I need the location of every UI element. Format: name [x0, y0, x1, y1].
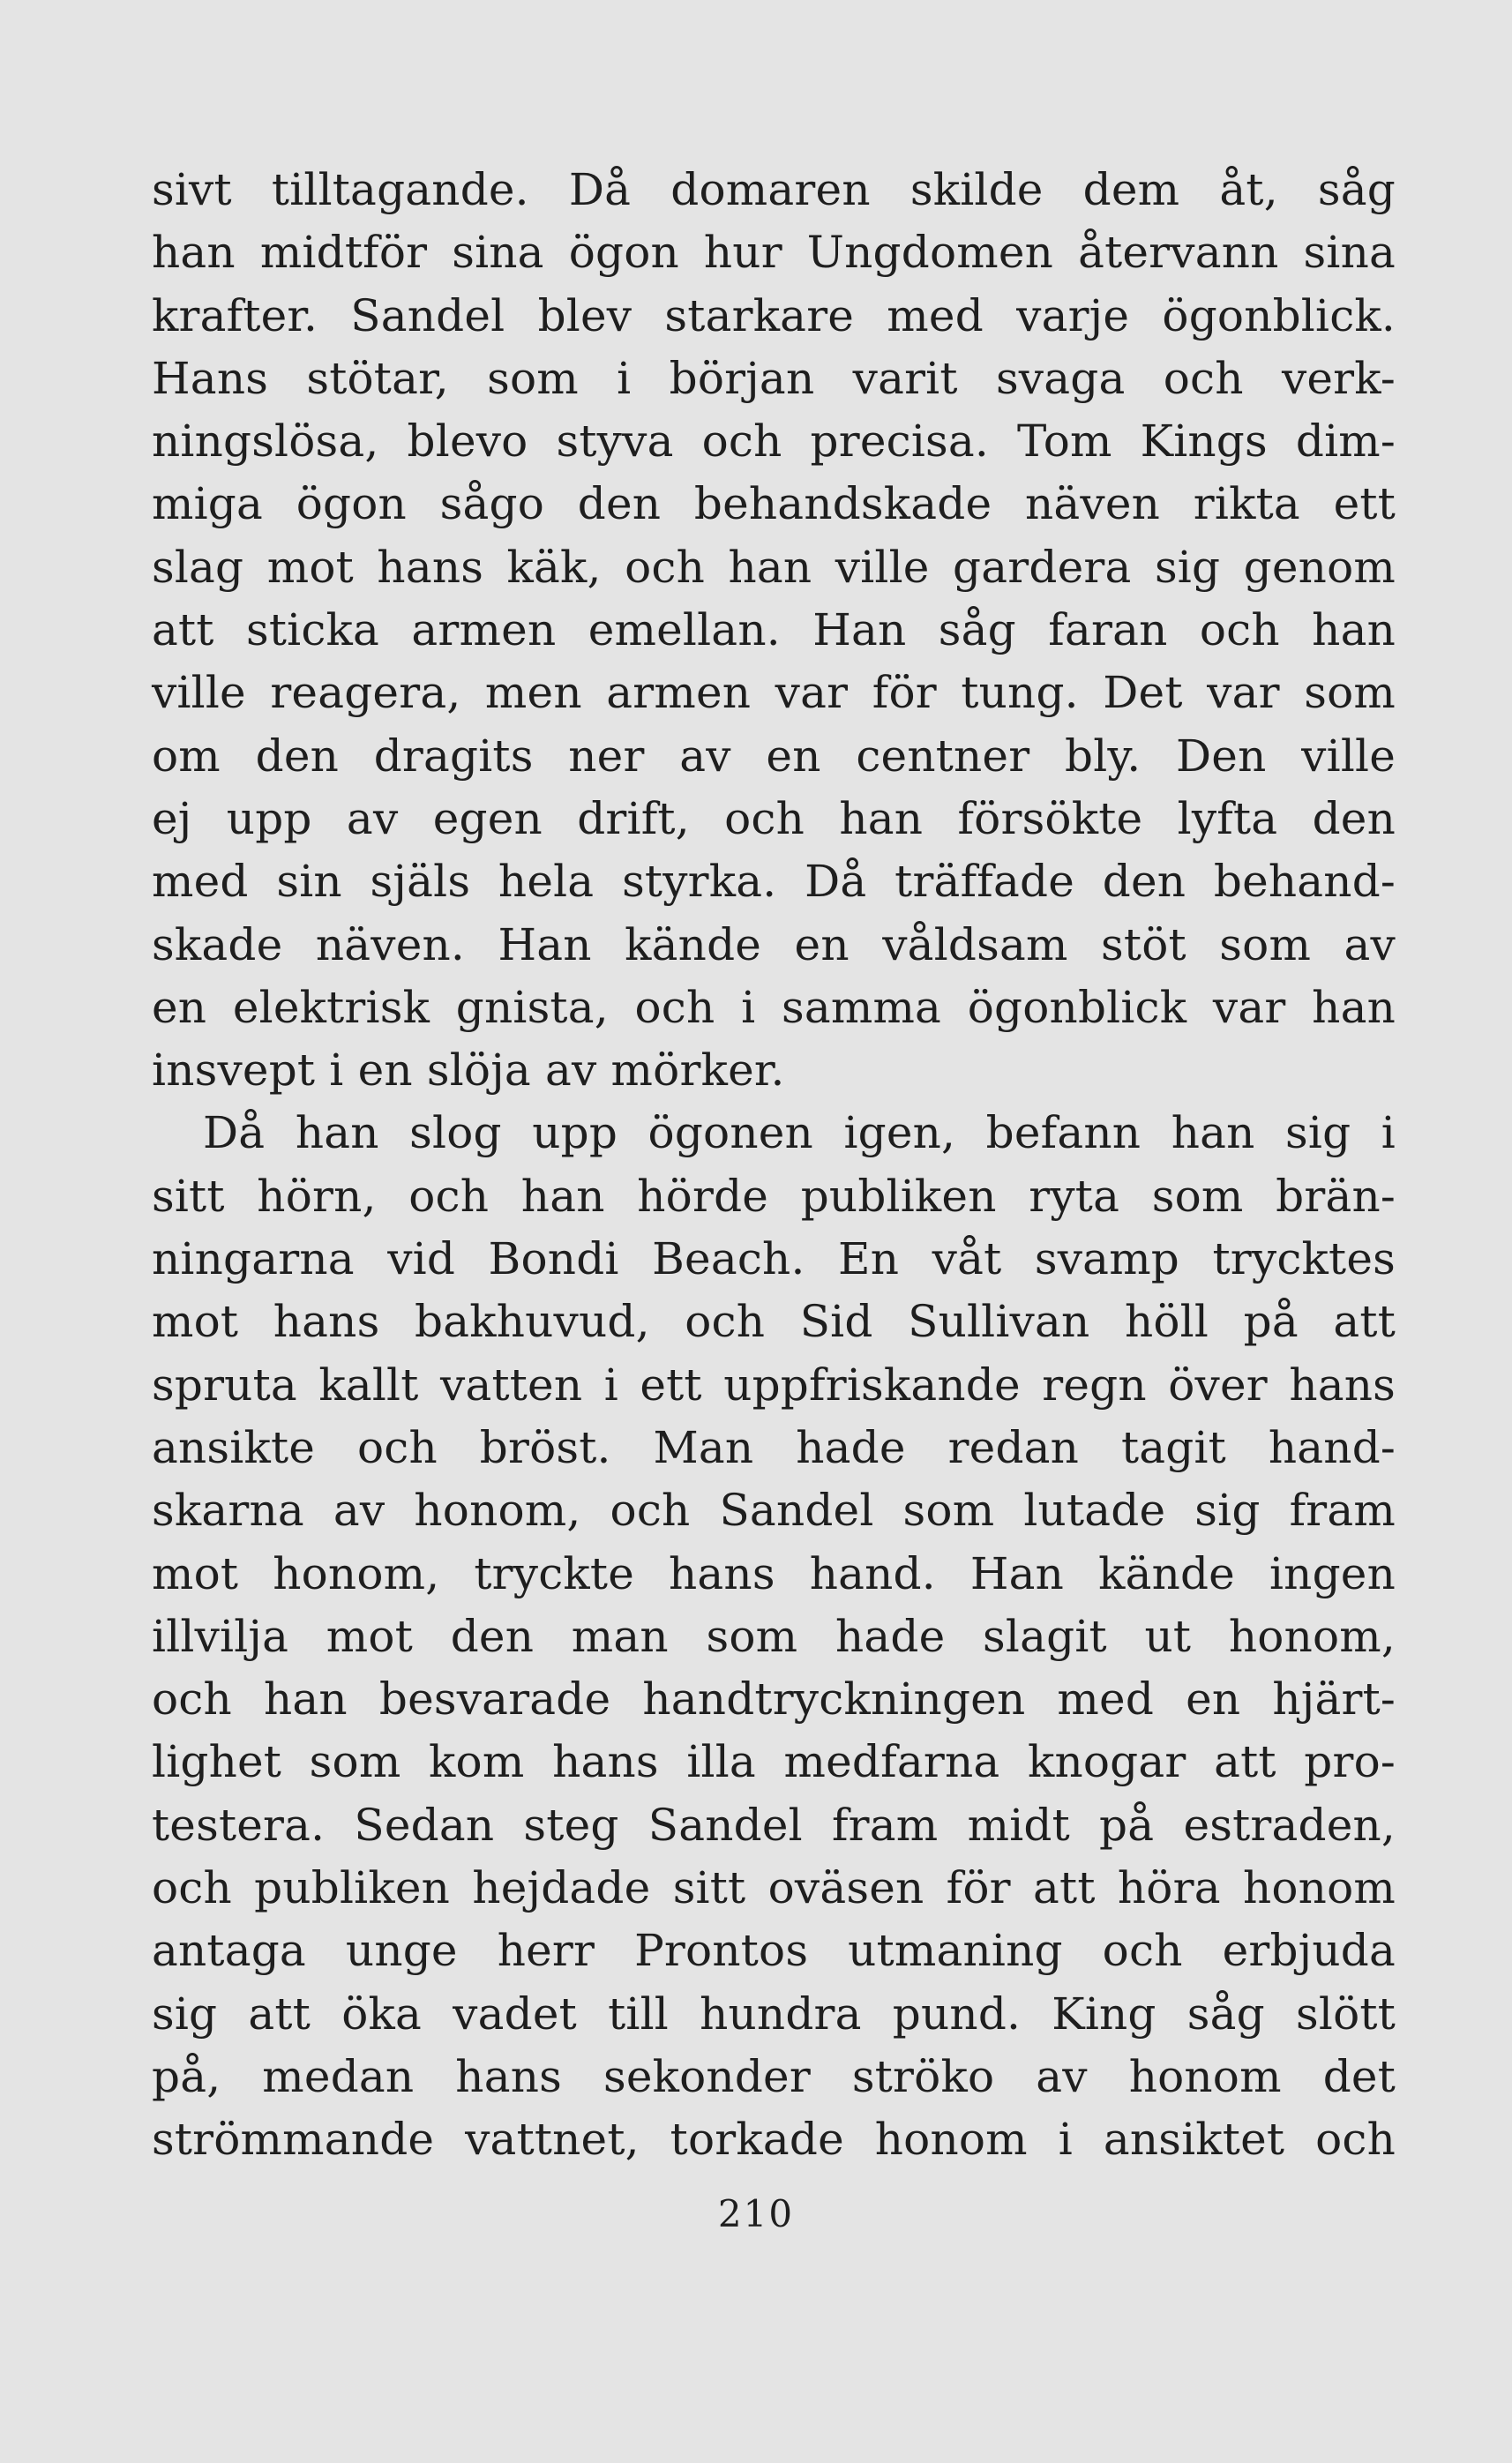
text-line: att sticka armen emellan. Han såg faran och han: [152, 604, 1396, 656]
text-line: Hans stötar, som i början varit svaga och verk-: [152, 352, 1396, 404]
text-line: miga ögon sågo den behandskade näven rikta ett: [152, 478, 1396, 530]
text-line: med sin själs hela styrka. Då träffade den behand-: [152, 856, 1396, 908]
text-line: sitt hörn, och han hörde publiken ryta som brän-: [152, 1170, 1396, 1222]
text-line: ej upp av egen drift, och han försökte lyfta den: [152, 792, 1396, 844]
text-line: en elektrisk gnista, och i samma ögonblick var han: [152, 981, 1396, 1033]
text-line: sig att öka vadet till hundra pund. King såg slött: [152, 1988, 1396, 2040]
text-line: spruta kallt vatten i ett uppfriskande regn över hans: [152, 1359, 1396, 1411]
text-line: ansikte och bröst. Man hade redan tagit hand-: [152, 1421, 1396, 1473]
text-line: ningslösa, blevo styva och precisa. Tom Kings dim-: [152, 415, 1396, 468]
body-text: [152, 159, 1396, 2172]
text-line: antaga unge herr Prontos utmaning och erbjuda: [152, 1925, 1396, 1977]
text-line: och publiken hejdade sitt oväsen för att höra honom: [152, 1862, 1396, 1914]
text-line: Då han slog upp ögonen igen, befann han sig i: [203, 1107, 1396, 1159]
page-number: 210: [717, 2192, 795, 2235]
text-line: skade näven. Han kände en våldsam stöt som av: [152, 918, 1396, 970]
text-line: illvilja mot den man som hade slagit ut honom,: [152, 1610, 1396, 1662]
text-line: och han besvarade handtryckningen med en hjärt-: [152, 1673, 1396, 1726]
text-line: om den dragits ner av en centner bly. Den ville: [152, 730, 1396, 782]
text-line: ningarna vid Bondi Beach. En våt svamp trycktes: [152, 1233, 1396, 1285]
text-line: ville reagera, men armen var för tung. Det var som: [152, 667, 1396, 719]
text-line: mot honom, tryckte hans hand. Han kände ingen: [152, 1547, 1396, 1599]
text-line: han midtför sina ögon hur Ungdomen återvann sina: [152, 227, 1396, 279]
text-line: skarna av honom, och Sandel som lutade sig fram: [152, 1485, 1396, 1537]
text-line: mot hans bakhuvud, och Sid Sullivan höll på att: [152, 1296, 1396, 1348]
text-line: slag mot hans käk, och han ville gardera sig genom: [152, 541, 1396, 593]
text-line: sivt tilltagande. Då domaren skilde dem åt, såg: [152, 164, 1396, 215]
text-line: på, medan hans sekonder ströko av honom det: [152, 2050, 1396, 2102]
text-line: lighet som kom hans illa medfarna knogar att pro-: [152, 1736, 1396, 1788]
text-line: testera. Sedan steg Sandel fram midt på estraden,: [152, 1799, 1396, 1851]
text-line: krafter. Sandel blev starkare med varje ögonblick.: [152, 289, 1396, 341]
text-line: strömmande vattnet, torkade honom i ansiktet och: [152, 2114, 1396, 2166]
text-line: insvept i en slöja av mörker.: [152, 1044, 785, 1097]
